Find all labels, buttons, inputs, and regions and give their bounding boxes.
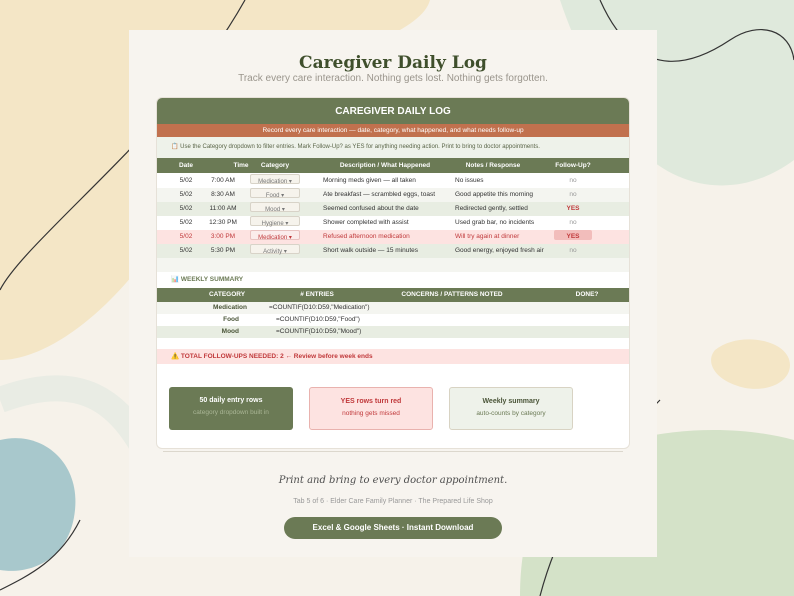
cell-description[interactable]: Morning meds given — all taken	[323, 177, 416, 184]
cell-notes[interactable]: Good appetite this morning	[455, 191, 534, 198]
page-subtitle: Track every care interaction. Nothing gets lost. Nothing gets forgotten.	[238, 73, 548, 84]
weekly-row	[157, 302, 629, 314]
category-dropdown[interactable]: Hygiene ▾	[250, 216, 300, 226]
weekly-table-header	[157, 288, 629, 302]
col-notes[interactable]: Notes / Response	[465, 162, 521, 169]
ws-category[interactable]: Food	[223, 316, 239, 323]
table-row-flagged	[157, 230, 629, 244]
ws-category[interactable]: Mood	[221, 328, 239, 335]
cell-time[interactable]: 12:30 PM	[209, 219, 237, 226]
cell-description[interactable]: Short walk outside — 15 minutes	[323, 247, 419, 254]
ws-formula[interactable]: =COUNTIF(D10:D59,"Food")	[276, 316, 360, 323]
cell-notes[interactable]: Will try again at dinner	[455, 233, 520, 240]
ws-col-category[interactable]: CATEGORY	[208, 291, 246, 298]
cell-time[interactable]: 3:00 PM	[210, 233, 236, 240]
feature-card-summary	[449, 387, 573, 430]
weekly-row	[157, 326, 629, 338]
weekly-row	[157, 314, 629, 326]
footer-subtitle: Tab 5 of 6 · Elder Care Family Planner · The Prepared Life Shop	[293, 498, 493, 505]
sheet-info: 📋 Use the Category dropdown to filter entries. Mark Follow-Up? as YES for anything needing action. Print to bring to doctor appointments.	[157, 137, 629, 158]
cell-followup[interactable]: no	[569, 177, 577, 184]
sheet-banner: Record every care interaction — date, category, what happened, and what needs follow-up	[157, 124, 629, 137]
cell-date[interactable]: 5/02	[179, 191, 193, 198]
table-row	[157, 202, 629, 216]
cell-followup-yes[interactable]: YES	[554, 230, 592, 240]
cell-followup-yes[interactable]: YES	[566, 205, 580, 212]
footer-tagline: Print and bring to every doctor appointment.	[278, 475, 508, 486]
divider	[163, 451, 623, 452]
feature-card-yes	[309, 387, 433, 430]
log-table-header	[157, 158, 629, 173]
total-followups-banner: ⚠️ TOTAL FOLLOW-UPS NEEDED: 2 ← Review before week ends	[157, 349, 629, 364]
feature-title: YES rows turn red	[340, 398, 402, 405]
cell-notes[interactable]: Used grab bar, no incidents	[455, 219, 535, 226]
table-row	[157, 216, 629, 230]
cell-time[interactable]: 11:00 AM	[209, 205, 237, 212]
table-row	[157, 174, 629, 188]
feature-card-rows	[169, 387, 293, 430]
ws-formula[interactable]: =COUNTIF(D10:D59,"Mood")	[276, 328, 362, 335]
cell-date[interactable]: 5/02	[179, 219, 193, 226]
ws-col-done[interactable]: DONE?	[575, 291, 599, 298]
cell-date[interactable]: 5/02	[179, 177, 193, 184]
product-card	[129, 30, 657, 557]
col-followup[interactable]: Follow-Up?	[555, 162, 591, 169]
category-dropdown[interactable]: Mood ▾	[250, 202, 300, 212]
category-dropdown[interactable]: Food ▾	[250, 188, 300, 198]
ws-formula[interactable]: =COUNTIF(D10:D59,"Medication")	[269, 304, 370, 311]
category-dropdown[interactable]: Medication ▾	[250, 174, 300, 184]
feature-subtitle: nothing gets missed	[342, 410, 400, 417]
feature-subtitle: auto-counts by category	[476, 410, 546, 417]
feature-title: Weekly summary	[482, 398, 540, 405]
cell-time[interactable]: 7:00 AM	[211, 177, 235, 184]
col-date[interactable]: Date	[178, 162, 194, 169]
ws-col-concerns[interactable]: CONCERNS / PATTERNS NOTED	[401, 291, 503, 298]
spreadsheet-preview	[157, 98, 629, 448]
cell-date[interactable]: 5/02	[179, 247, 193, 254]
cell-time[interactable]: 8:30 AM	[211, 191, 235, 198]
cell-followup[interactable]: no	[569, 219, 577, 226]
page-title: Caregiver Daily Log	[299, 53, 487, 73]
table-row	[157, 244, 629, 258]
col-category[interactable]: Category	[260, 162, 290, 169]
category-dropdown[interactable]: Medication ▾	[250, 230, 300, 240]
cell-followup[interactable]: no	[569, 191, 577, 198]
category-dropdown[interactable]: Activity ▾	[250, 244, 300, 254]
cell-description[interactable]: Ate breakfast — scrambled eggs, toast	[323, 191, 435, 198]
cell-description[interactable]: Shower completed with assist	[323, 219, 409, 226]
cell-date[interactable]: 5/02	[179, 233, 193, 240]
feature-title: 50 daily entry rows	[199, 397, 263, 404]
cell-date[interactable]: 5/02	[179, 205, 193, 212]
cell-notes[interactable]: No issues	[455, 177, 484, 184]
cell-notes[interactable]: Good energy, enjoyed fresh air	[455, 247, 544, 254]
download-button[interactable]: Excel & Google Sheets · Instant Download	[284, 517, 502, 539]
cell-followup[interactable]: no	[569, 247, 577, 254]
empty-row	[157, 258, 629, 272]
col-time[interactable]: Time	[233, 162, 249, 169]
feature-subtitle: category dropdown built in	[193, 409, 269, 416]
table-row	[157, 188, 629, 202]
sheet-header: CAREGIVER DAILY LOG	[157, 98, 629, 124]
col-description[interactable]: Description / What Happened	[339, 162, 431, 169]
cell-description[interactable]: Seemed confused about the date	[323, 205, 419, 212]
cell-time[interactable]: 5:30 PM	[210, 247, 236, 254]
ws-col-entries[interactable]: # ENTRIES	[300, 291, 334, 298]
cell-description[interactable]: Refused afternoon medication	[323, 233, 410, 240]
cell-notes[interactable]: Redirected gently, settled	[455, 205, 528, 212]
weekly-summary-title: 📊 WEEKLY SUMMARY	[171, 276, 244, 283]
ws-category[interactable]: Medication	[213, 304, 247, 311]
